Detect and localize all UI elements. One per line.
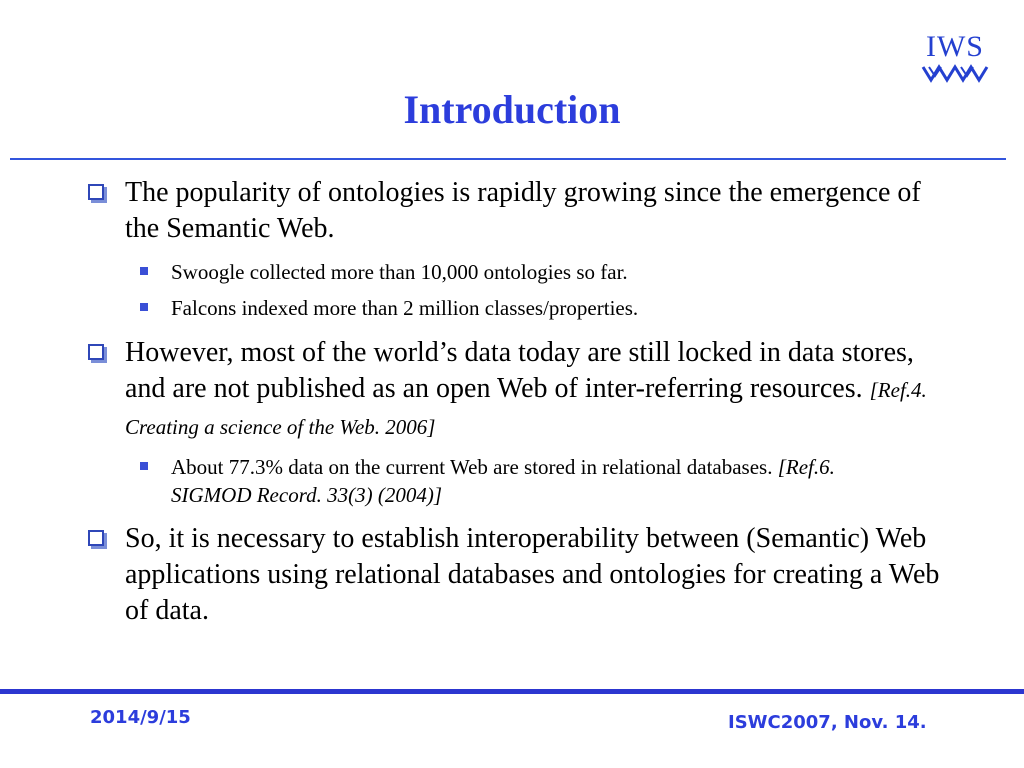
bullet-main-text: However, most of the world’s data today are still locked in data stores, and are not published as an open Web of inter-referring resources xyxy=(125,337,914,404)
sub-bullet-main-text: About 77.3% data on the current Web are stored in relational databases. xyxy=(171,455,773,479)
sub-bullet-text: Swoogle collected more than 10,000 ontologies so far. xyxy=(171,260,628,284)
small-square-bullet-icon xyxy=(140,462,148,470)
sub-bullet-text xyxy=(171,453,891,509)
small-square-bullet-icon xyxy=(140,267,148,275)
bullet-text: So, it is necessary to establish interoperability between (Semantic) Web applications using relational databases and ontologies for creating a Web of data. xyxy=(125,523,940,626)
footer-date: 2014/9/15 xyxy=(90,707,191,728)
logo-text: IWS xyxy=(926,30,984,63)
bullet-punct: . xyxy=(855,373,870,404)
footer-conference: ISWC2007, Nov. 14. xyxy=(728,712,927,733)
bullet-text xyxy=(125,335,945,445)
square-bullet-icon xyxy=(88,184,104,200)
footer-divider xyxy=(0,689,1024,694)
square-bullet-icon xyxy=(88,344,104,360)
bullet-text: The popularity of ontologies is rapidly growing since the emergence of the Semantic Web. xyxy=(125,177,921,244)
square-bullet-icon xyxy=(88,530,104,546)
small-square-bullet-icon xyxy=(140,303,148,311)
reference-citation: [Ref.6. SIGMOD Record. 33(3) (2004)] xyxy=(171,455,835,507)
sub-bullet-text: Falcons indexed more than 2 million classes/properties. xyxy=(171,296,639,320)
reference-citation: [Ref.4. Creating a science of the Web. 2006] xyxy=(125,378,927,439)
slide-title: Introduction xyxy=(403,87,621,132)
